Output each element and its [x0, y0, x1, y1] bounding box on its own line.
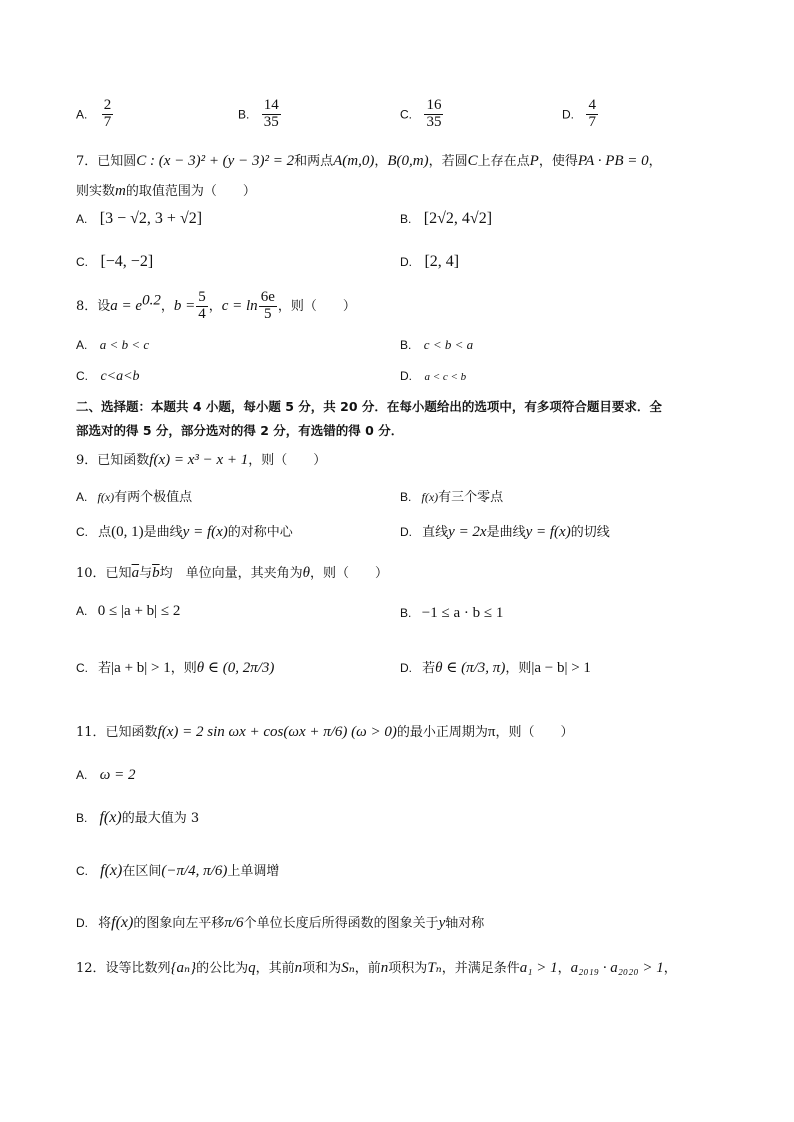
text: 的图象向左平移	[133, 916, 225, 931]
q9-option-a[interactable]	[76, 486, 192, 505]
text: 均 单位向量，其夹角为	[159, 566, 303, 581]
text: ，则	[170, 661, 197, 676]
theta: θ	[302, 565, 310, 581]
q8-option-c[interactable]	[76, 368, 140, 385]
text: 是曲线	[486, 525, 526, 540]
vector-a: $\overline{a}$	[131, 565, 140, 581]
fx: f(x)	[421, 490, 439, 504]
text: 是曲线	[143, 525, 183, 540]
option-label: B.	[400, 212, 412, 226]
var-b: b =	[173, 297, 196, 314]
q7-stem	[76, 150, 662, 170]
option-label: A.	[76, 768, 88, 782]
q7-stem-line2	[76, 180, 256, 200]
option-label: C.	[76, 369, 88, 383]
option-value: [−4, −2]	[100, 253, 154, 270]
text: 已知	[105, 566, 132, 581]
text: 则实数	[76, 184, 116, 199]
text: ，前	[354, 961, 381, 976]
text: ，则（ ）	[495, 725, 574, 740]
text: ，	[648, 154, 662, 169]
n: n	[294, 960, 303, 976]
point-a: A(m,0)	[333, 153, 375, 169]
text: 项和为	[302, 961, 342, 976]
q10-stem	[76, 562, 388, 582]
q11-option-b[interactable]	[76, 807, 199, 827]
fraction: $\frac{14}{35}$	[263, 97, 279, 130]
q10-option-d[interactable]	[400, 657, 591, 677]
option-text: 有两个极值点	[114, 490, 193, 505]
curve: y = f(x)	[182, 524, 228, 540]
option-label: C.	[76, 525, 88, 539]
text: 点	[98, 525, 112, 540]
text: 的公比为	[196, 961, 249, 976]
q9-option-d[interactable]	[400, 521, 610, 541]
condition-2: a₂₀₁₉ · a₂₀₂₀ > 1	[570, 960, 664, 976]
fraction: $\frac{16}{35}$	[426, 97, 442, 130]
text: 与	[139, 566, 153, 581]
option-label: A.	[76, 212, 88, 226]
option-label: A.	[76, 604, 88, 618]
text: 和两点	[294, 154, 334, 169]
question-number: 8．	[76, 298, 98, 314]
shift: π/6	[224, 915, 244, 931]
fraction: $\frac{2}{7}$	[103, 97, 112, 130]
text: ，	[557, 961, 571, 976]
option-value: a < b < c	[99, 337, 150, 352]
q11-option-d[interactable]	[76, 912, 484, 932]
option-label: B.	[238, 107, 250, 122]
condition-1: a₁ > 1	[519, 960, 558, 976]
text: ，其前	[255, 961, 295, 976]
text: 若	[98, 661, 112, 676]
q6-option-c[interactable]	[400, 98, 444, 131]
option-value: a < c < b	[424, 371, 467, 383]
text: 直线	[422, 525, 449, 540]
question-number: 12．	[76, 961, 106, 976]
dot-product: PA · PB = 0	[577, 153, 649, 169]
text: ，则（ ）	[277, 298, 356, 314]
fx: f(x)	[111, 914, 134, 931]
q10-option-a[interactable]	[76, 603, 180, 620]
option-value: ω = 2	[99, 767, 136, 783]
q11-option-a[interactable]	[76, 767, 136, 784]
text: ，则	[505, 661, 532, 676]
product: Tₙ	[427, 960, 442, 976]
text: 将	[98, 916, 112, 931]
y-axis: y	[438, 915, 446, 931]
q11-stem	[76, 721, 573, 741]
text: ，使得	[538, 154, 578, 169]
condition: θ ∈ (π/3, π)	[435, 660, 506, 676]
text: 若	[422, 661, 436, 676]
question-number: 10．	[76, 566, 106, 581]
ratio: q	[248, 960, 256, 976]
result: θ ∈ (0, 2π/3)	[196, 660, 275, 676]
text: 已知圆	[97, 154, 137, 169]
option-label: A.	[76, 107, 88, 122]
section-line-2: 部选对的得 5 分，部分选对的得 2 分，有选错的得 0 分．	[76, 423, 404, 438]
fx: f(x)	[97, 490, 115, 504]
option-label: B.	[400, 338, 412, 352]
text: ，则（ ）	[309, 566, 388, 581]
sequence: {aₙ}	[170, 960, 197, 976]
option-label: C.	[76, 255, 88, 269]
text: 在区间	[122, 864, 162, 879]
text: ，	[160, 298, 174, 314]
q8-option-a[interactable]	[76, 337, 149, 353]
fx: f(x)	[100, 862, 123, 879]
q10-option-c[interactable]	[76, 657, 274, 677]
section-line-1: 二、选择题：本题共 4 小题，每小题 5 分，共 20 分．在每小题给出的选项中，有多项符合题目要求．全	[76, 399, 662, 414]
text: 设等比数列	[105, 961, 171, 976]
option-label: A.	[76, 338, 88, 352]
question-number: 9．	[76, 453, 98, 468]
option-text: 的最大值为 3	[121, 811, 200, 826]
variable-m: m	[115, 183, 126, 199]
condition: |a + b| > 1	[111, 660, 171, 676]
q7-option-d[interactable]	[400, 253, 459, 271]
fraction: $\frac{6e}{5}$	[260, 289, 275, 322]
text: 的取值范围为（ ）	[125, 184, 256, 199]
text: 设	[97, 298, 111, 314]
text: 项积为	[388, 961, 428, 976]
option-label: D.	[76, 916, 88, 930]
option-value: c<a<b	[100, 369, 140, 384]
text: 已知函数	[105, 725, 158, 740]
question-number: 11．	[76, 725, 106, 740]
option-label: D.	[400, 525, 412, 539]
point-b: B(0,m)	[387, 153, 429, 169]
text: ，则（ ）	[248, 453, 327, 468]
pi: π	[487, 724, 496, 740]
option-label: D.	[562, 107, 574, 122]
option-value: −1 ≤ a · b ≤ 1	[421, 605, 504, 621]
result: |a − b| > 1	[531, 660, 591, 676]
text: 轴对称	[445, 916, 485, 931]
text: 的切线	[570, 525, 610, 540]
option-value: [2√2, 4√2]	[423, 210, 493, 227]
option-label: C.	[76, 661, 88, 675]
text: 的对称中心	[227, 525, 293, 540]
text: ，	[208, 298, 222, 314]
q9-stem	[76, 449, 326, 469]
question-number: 7．	[76, 154, 98, 169]
q12-stem	[76, 957, 677, 977]
exponent: 0.2	[142, 292, 161, 309]
circle-name: C	[467, 153, 478, 169]
q9-option-c[interactable]	[76, 521, 293, 541]
q7-option-a[interactable]	[76, 210, 202, 228]
option-value: [2, 4]	[424, 253, 460, 270]
option-value: 0 ≤ |a + b| ≤ 2	[97, 603, 181, 619]
option-label: D.	[400, 255, 412, 269]
fraction: $\frac{5}{4}$	[198, 289, 206, 322]
text: 的最小正周期为	[396, 725, 488, 740]
q6-option-d[interactable]	[562, 98, 599, 131]
text: 上单调增	[227, 864, 280, 879]
option-label: D.	[400, 661, 412, 675]
q6-option-b[interactable]	[238, 98, 282, 131]
option-label: B.	[76, 811, 88, 825]
line: y = 2x	[448, 524, 487, 540]
option-label: C.	[76, 864, 88, 878]
var-c: c = ln	[221, 297, 258, 314]
text: ，	[374, 154, 388, 169]
function: f(x) = 2 sin ωx + cos(ωx + π/6) (ω > 0)	[157, 724, 397, 740]
section-header	[76, 397, 662, 439]
q11-option-c[interactable]	[76, 860, 279, 880]
n: n	[380, 960, 389, 976]
text: ，并满足条件	[441, 961, 520, 976]
function: f(x) = x³ − x + 1	[149, 452, 249, 468]
option-text: 有三个零点	[438, 490, 504, 505]
q10-option-b[interactable]	[400, 605, 503, 622]
point-p: P	[529, 153, 539, 169]
q6-option-a[interactable]	[76, 98, 114, 131]
option-value: c < b < a	[423, 337, 474, 352]
option-label: B.	[400, 490, 412, 504]
option-label: D.	[400, 369, 412, 383]
option-label: A.	[76, 490, 88, 504]
option-value: [3 − √2, 3 + √2]	[99, 210, 203, 227]
option-label: B.	[400, 606, 412, 620]
fx: f(x)	[99, 809, 122, 826]
sum: Sₙ	[341, 960, 355, 976]
var-a: a = e	[110, 297, 143, 314]
circle-equation: C : (x − 3)² + (y − 3)² = 2	[136, 153, 295, 169]
point: (0, 1)	[111, 524, 144, 540]
q8-option-d[interactable]	[400, 368, 466, 384]
text: ，	[663, 961, 677, 976]
q7-option-b[interactable]	[400, 210, 492, 228]
text: ，若圆	[428, 154, 468, 169]
q9-option-b[interactable]	[400, 486, 503, 505]
curve: y = f(x)	[525, 524, 571, 540]
q7-option-c[interactable]	[76, 253, 153, 271]
q8-option-b[interactable]	[400, 337, 473, 353]
text: 已知函数	[97, 453, 150, 468]
text: 个单位长度后所得函数的图象关于	[243, 916, 439, 931]
q8-stem	[76, 290, 356, 323]
option-label: C.	[400, 107, 412, 122]
text: 上存在点	[477, 154, 530, 169]
interval: (−π/4, π/6)	[161, 863, 228, 879]
vector-b: $\overline{b}$	[152, 565, 160, 581]
fraction: $\frac{4}{7}$	[588, 97, 596, 130]
